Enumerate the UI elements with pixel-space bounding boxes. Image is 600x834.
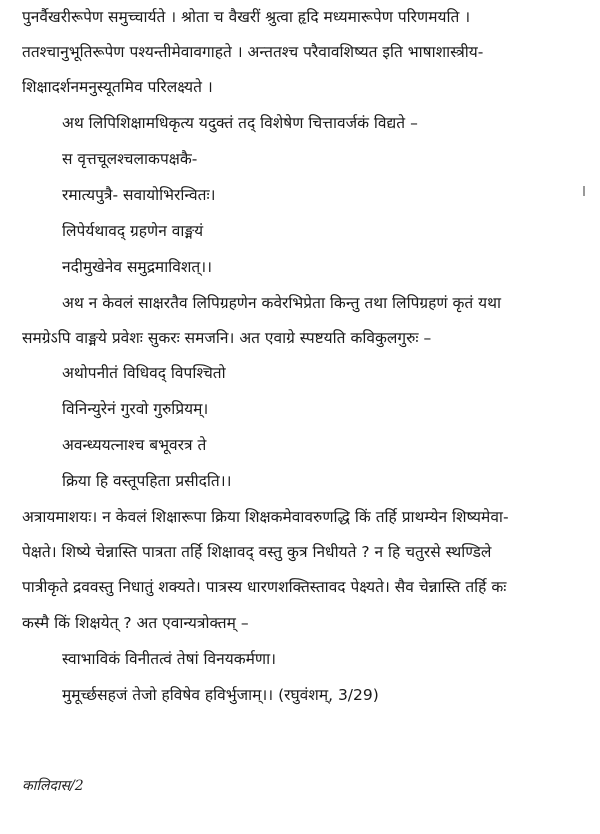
paragraph-line: पेक्षते। शिष्ये चेन्नास्ति पात्रता तर्हि शिक्षावद् वस्तु कुत्र निधीयते ? न हि चतुरसे स्थण्डिले [22,543,492,561]
paragraph-line: अथ लिपिशिक्षामधिकृत्य यदुक्तं तद् विशेषेण चित्तावर्जकं विद्यते – [62,114,418,132]
paragraph-line: अत्रायमाशयः। न केवलं शिक्षारूपा क्रिया शिक्षकमेवावरुणद्धि किं तर्हि प्राथम्येन शिष्यमेवा- [22,508,509,526]
verse-line: विनिन्युरेनं गुरवो गुरुप्रियम्। [62,400,209,418]
paragraph-line: कस्मै किं शिक्षयेत् ? अत एवान्यत्रोक्तम् – [22,614,249,632]
verse-line: रमात्यपुत्रै- सवायोभिरन्वितः। [62,186,216,204]
verse-line: मुमूर्च्छसहजं तेजो हविषेव हविर्भुजाम्।। (रघुवंशम्, 3/29) [62,686,379,704]
verse-line: नदीमुखेनेव समुद्रमाविशत्।। [62,258,212,276]
paragraph-line: शिक्षादर्शनमनुस्यूतमिव परिलक्ष्यते । [22,78,213,96]
paragraph-line: समग्रेऽपि वाङ्मये प्रवेशः सुकरः समजनि। अत एवाग्रे स्पष्टयति कविकुलगुरुः – [22,329,432,347]
paragraph-line: पुनर्वैखरीरूपेण समुच्चार्यते । श्रोता च वैखरीं श्रुत्वा हृदि मध्यमारूपेण परिणमयति । [22,8,471,26]
verse-line: स्वाभाविकं विनीतत्वं तेषां विनयकर्मणा। [62,650,277,668]
paragraph-line: ततश्चानुभूतिरूपेण पश्यन्तीमेवावगाहते । अन्ततश्च परैवावशिष्यत इति भाषाशास्त्रीय- [22,43,484,61]
verse-line: अवन्ध्ययत्नाश्च बभूवरत्र ते [62,436,207,454]
page-footer: कालिदास/2 [22,778,84,794]
verse-line: अथोपनीतं विधिवद् विपश्चितो [62,364,226,382]
paragraph-line: अथ न केवलं साक्षरतैव लिपिग्रहणेन कवेरभिप्रेता किन्तु तथा लिपिग्रहणं कृतं यथा [62,294,502,312]
verse-line: स वृत्तचूलश्चलाकपक्षकै- [62,150,198,168]
paragraph-line: पात्रीकृते द्रववस्तु निधातुं शक्यते। पात्रस्य धारणशक्तिस्तावद पेक्ष्यते। सैव चेन्नास्ति तर्हि कः [22,578,507,596]
margin-mark [583,186,585,196]
verse-line: लिपेर्यथावद् ग्रहणेन वाङ्मयं [62,222,204,240]
verse-line: क्रिया हि वस्तूपहिता प्रसीदति।। [62,472,232,490]
